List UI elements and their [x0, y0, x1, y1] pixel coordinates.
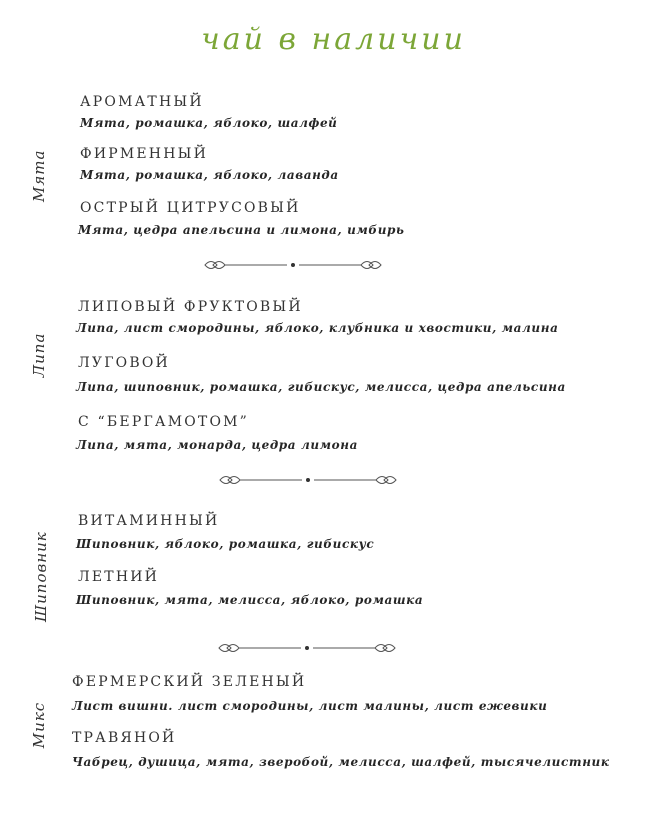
tea-name: ФИРМЕННЫЙ: [80, 146, 209, 162]
section-label-linden: Липа: [30, 332, 48, 378]
tea-description: Липа, шиповник, ромашка, гибискус, мелисса, цедра апельсина: [76, 380, 566, 394]
tea-description: Чабрец, душица, мята, зверобой, мелисса, шалфей, тысячелистник: [72, 755, 610, 769]
tea-description: Мята, цедра апельсина и лимона, имбирь: [78, 223, 405, 237]
tea-name: ЛУГОВОЙ: [78, 355, 170, 371]
tea-description: Липа, лист смородины, яблоко, клубника и хвостики, малина: [76, 321, 559, 335]
tea-description: Лист вишни. лист смородины, лист малины, лист ежевики: [72, 699, 548, 713]
tea-name: ВИТАМИННЫЙ: [78, 513, 220, 529]
section-label-mix: Микс: [30, 701, 48, 749]
ornament-divider: [218, 471, 398, 489]
tea-name: ЛИПОВЫЙ ФРУКТОВЫЙ: [78, 299, 303, 315]
tea-name: С “БЕРГАМОТОМ”: [78, 414, 250, 430]
section-label-mint: Мята: [30, 149, 48, 202]
section-label-rosehip: Шиповник: [32, 531, 50, 622]
ornament-divider: [203, 256, 383, 274]
tea-description: Мята, ромашка, яблоко, лаванда: [80, 168, 339, 182]
tea-description: Мята, ромашка, яблоко, шалфей: [80, 116, 338, 130]
tea-name: ФЕРМЕРСКИЙ ЗЕЛЕНЫЙ: [72, 674, 307, 690]
tea-name: ЛЕТНИЙ: [78, 569, 160, 585]
tea-description: Липа, мята, монарда, цедра лимона: [76, 438, 358, 452]
tea-name: ОСТРЫЙ ЦИТРУСОВЫЙ: [80, 200, 301, 216]
tea-name: АРОМАТНЫЙ: [80, 94, 204, 110]
page-title: чай в наличии: [201, 22, 466, 57]
tea-description: Шиповник, яблоко, ромашка, гибискус: [76, 537, 375, 551]
tea-name: ТРАВЯНОЙ: [72, 730, 177, 746]
tea-description: Шиповник, мята, мелисса, яблоко, ромашка: [76, 593, 424, 607]
ornament-divider: [217, 639, 397, 657]
